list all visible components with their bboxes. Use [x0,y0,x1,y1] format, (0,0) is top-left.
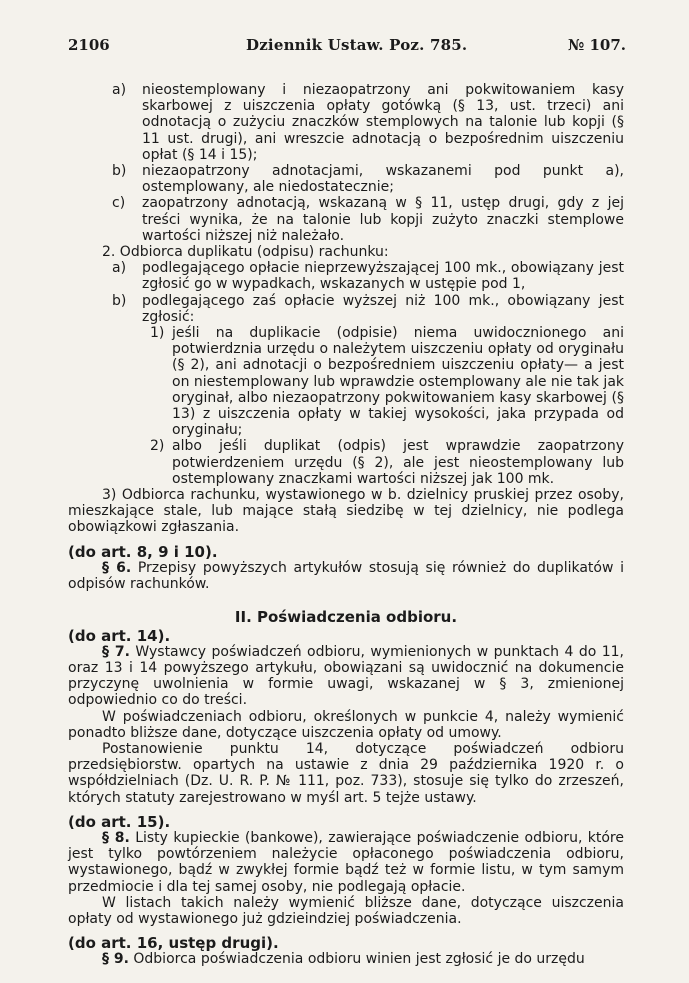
list-text: jeśli na duplikacie (odpisie) niema uwidocznionego ani potwierdznia urzędu o należytem uiszczeniu opłaty od oryginału (§ 2), ani adnotacji o bezpośredniem uiszczeniu opłaty— a jest on niestemplowany lub wprawdzie ostemplowany ale nie tak jak oryginał, albo niezaopatrzony pokwitowaniem kasy skarbowej (§ 13) z uiszczenia opłaty w takiej wysokości, jaka przypada od oryginału; [172,325,624,439]
list-item [68,163,624,195]
paragraph-text: Przepisy powyższych artykułów stosują się również do duplikatów i odpisów rachunków. [68,559,624,593]
paragraph-label: § 9. [102,951,129,968]
paragraph [68,951,624,967]
article-heading: (do art. 16, ustęp drugi). [68,934,279,953]
sub-list-item [68,438,624,487]
document-body [68,82,624,968]
list-text: podlegającego opłacie nieprzewyższającej 100 mk., obowiązany jest zgłosić go w wypadkach, wskazanych w ustępie pod 1, [142,260,624,293]
list-text: nieostemplowany i niezaopatrzony ani pokwitowaniem kasy skarbowej z uiszczenia opłaty gotówką (§ 13, ust. trzeci) ani odnotacją o zużyciu znaczków stemplowych na talonie lub kopji (§ 11 ust. drugi), ani wreszcie adnotacją o bezpośrednim uiszczeniu opłat (§ 14 i 15); [142,82,624,163]
paragraph-label: § 6. [102,559,132,576]
journal-title: Dziennik Ustaw. Poz. 785. [246,36,468,54]
list-marker: b) [112,292,127,309]
list-text: niezaopatrzony adnotacjami, wskazanemi pod punkt a), ostemplowany, ale niedostatecznie; [142,163,624,196]
section-2-intro: 2. Odbiorca duplikatu (odpisu) rachunku: [102,244,389,261]
list-marker: b) [112,163,127,180]
paragraph [68,644,624,709]
section-3-paragraph [68,487,624,536]
list-marker: c) [112,195,126,212]
paragraph: W listach takich należy wymienić bliższe dane, dotyczące uiszczenia opłaty od wystawionego już gdzieindziej poświadczenia. [68,894,624,927]
issue-number: № 107. [567,36,626,54]
article-heading: (do art. 14). [68,626,171,645]
page-number: 2106 [68,36,110,54]
section-3-text: 3) Odbiorca rachunku, wystawionego w b. dzielnicy pruskiej przez osoby, mieszkające stale, lub mające stałą siedzibę w tej dzielnicy, nie podlega obowiązkowi zgłaszania. [68,487,624,536]
paragraph-text: Wystawcy poświadczeń odbioru, wymienionych w punktach 4 do 11, oraz 13 i 14 powyższego artykułu, obowiązani są uwidocznić na dokumencie przyczynę uwolnienia w formie uwagi, wskazanej w § 3, zmienionej odpowiednio co do treści. [68,643,624,709]
list-text: zaopatrzony adnotacją, wskazaną w § 11, ustęp drugi, gdy z jej treści wynika, że na talonie lub kopji zużyto znaczki stemplowe wartości niższej niż należało. [142,195,624,244]
article-heading: (do art. 8, 9 i 10). [68,542,218,561]
list-item [68,260,624,292]
list-marker: a) [112,82,127,98]
list-item [68,293,624,325]
chapter-title: II. Poświadczenia odbioru. [234,608,458,627]
page-header [68,36,626,56]
paragraph-label: § 8. [102,829,130,846]
list-item [68,195,624,244]
list-marker: 2) [150,438,165,455]
sub-list-item [68,325,624,438]
list-marker: 1) [150,325,165,342]
list-item [68,82,624,163]
paragraph-text: Odbiorca poświadczenia odbioru winien jest zgłosić je do urzędu [133,951,585,968]
paragraph [68,830,624,895]
list-text: podlegającego zaś opłacie wyższej niż 100 mk., obowiązany jest zgłosić: [142,292,624,325]
paragraph: Postanowienie punktu 14, dotyczące poświadczeń odbioru przedsiębiorstw. opartych na ustawie z dnia 29 października 1920 r. o współdzielniach (Dz. U. R. P. № 111, poz. 733), stosuje się tylko do zrzeszeń, których statuty zarejestrowano w myśl art. 5 tejże ustawy. [68,740,624,806]
paragraph [68,560,624,592]
paragraph-label: § 7. [102,643,130,660]
list-marker: a) [112,260,127,277]
paragraph-text: Listy kupieckie (bankowe), zawierające poświadczenie odbioru, które jest tylko powtórzeniem należycie opłaconego poświadczenia odbioru, wystawionego, bądź w zwykłej formie bądź też w formie listu, w tym samym przedmiocie i dla tej samej osoby, nie podlegają opłacie. [68,829,624,895]
paragraph: W poświadczeniach odbioru, określonych w punkcie 4, należy wymienić ponadto bliższe dane, dotyczące uiszczenia opłaty od umowy. [68,708,624,741]
article-heading: (do art. 15). [68,812,171,831]
list-text: albo jeśli duplikat (odpis) jest wprawdzie zaopatrzony potwierdzeniem urzędu (§ 2), ale jest nieostemplowany lub ostemplowany znaczkami wartości niższej jak 100 mk. [172,438,624,487]
